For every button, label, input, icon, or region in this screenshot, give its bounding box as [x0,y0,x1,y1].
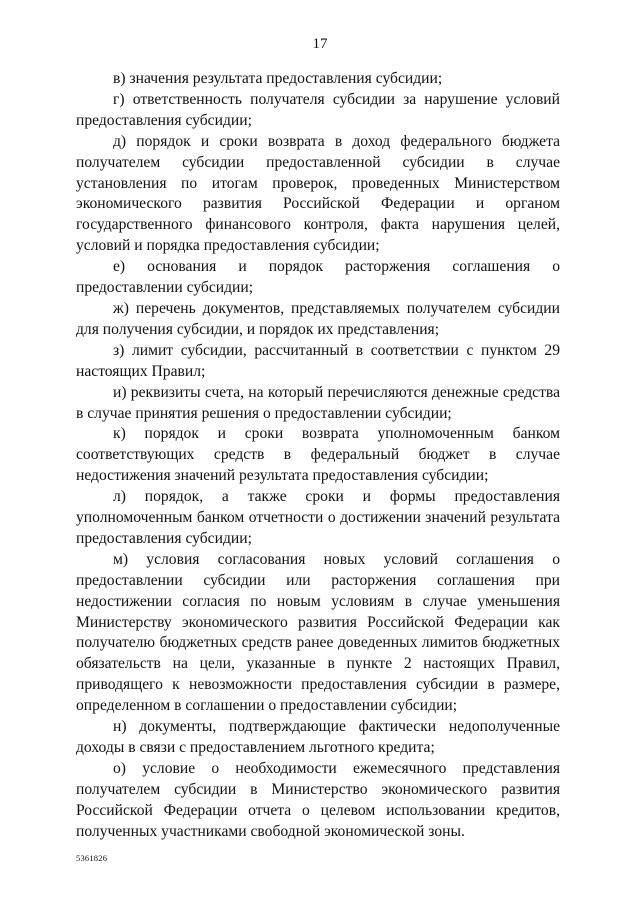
list-item-d: д) порядок и сроки возврата в доход федерального бюджета получателем субсидии предоставленной субсидии в случае установления по итогам проверок, проведенных Министерством экономического развития Российской Федерации и органом государственного финансового контроля, факта нарушения целей, условий и порядка предоставления субсидии; [76,132,560,255]
list-item-k: к) порядок и сроки возврата уполномоченным банком соответствующих средств в федеральный бюджет в случае недостижения значений результата предоставления субсидии; [76,425,560,485]
document-body [76,69,560,843]
list-item-o: о) условие о необходимости ежемесячного представления получателем субсидии в Министерство экономического развития Российской Федерации отчета о целевом использовании кредитов, полученных участниками свободной экономической зоны. [76,759,560,840]
list-item-n: н) документы, подтверждающие фактически недополученные доходы в связи с предоставлением льготного кредита; [76,718,560,756]
list-item-i: и) реквизиты счета, на который перечисляются денежные средства в случае принятия решения о предоставлении субсидии; [76,383,560,422]
list-item-g: г) ответственность получателя субсидии за нарушение условий предоставления субсидии; [76,90,560,129]
list-item-zh: ж) перечень документов, представляемых получателем субсидии для получения субсидии, и порядок их представления; [76,299,560,338]
list-item-z: з) лимит субсидии, рассчитанный в соответствии с пунктом 29 настоящих Правил; [76,341,560,380]
list-item-l: л) порядок, а также сроки и формы предоставления уполномоченным банком отчетности о достижении значений результата предоставления субсидии; [76,488,560,547]
list-item-m: м) условия согласования новых условий соглашения о предоставлении субсидии или расторжения соглашения при недостижении согласия по новым условиям в случае уменьшения Министерству экономического развития Российской Федерации как получателю бюджетных средств ранее доведенных лимитов бюджетных обязательств на цели, указанные в пункте 2 настоящих Правил, приводящего к невозможности предоставления субсидии в размере, определенном в соглашении о предоставлении субсидии; [76,550,560,715]
document-code: 5361826 [76,853,108,863]
page-number: 17 [312,36,328,52]
list-item-v: в) значения результата предоставления субсидии; [113,70,443,87]
list-item-e: е) основания и порядок расторжения соглашения о предоставлении субсидии; [76,258,560,297]
